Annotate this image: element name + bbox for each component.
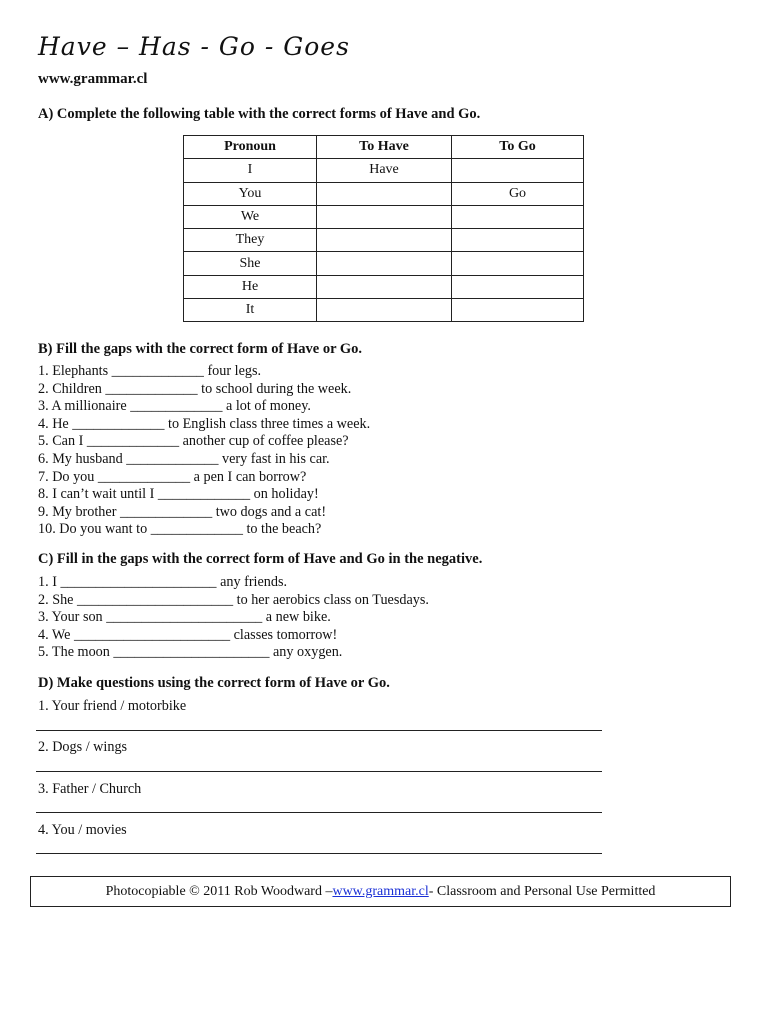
- website-label: www.grammar.cl: [38, 71, 148, 87]
- table-row: [184, 229, 584, 252]
- answer-line[interactable]: [36, 730, 602, 731]
- answer-line[interactable]: [36, 771, 602, 772]
- pronoun-cell: We: [184, 205, 317, 228]
- table-row: [184, 275, 584, 298]
- footer-website-link[interactable]: www.grammar.cl: [332, 883, 429, 899]
- copyright-footer: [30, 876, 731, 907]
- pronoun-cell: They: [184, 229, 317, 252]
- table-row: [184, 299, 584, 322]
- footer-text-before: Photocopiable © 2011 Rob Woodward –: [105, 883, 333, 899]
- table-header-row: [184, 136, 584, 159]
- to-go-cell[interactable]: Go: [452, 182, 584, 205]
- section-c-list: [38, 574, 429, 662]
- pronoun-cell: She: [184, 252, 317, 275]
- exercise-item: 2. She ______________________ to her aerobics class on Tuesdays.: [38, 591, 429, 608]
- table-row: [184, 182, 584, 205]
- exercise-item: 4. He _____________ to English class three times a week.: [38, 415, 371, 432]
- table-row: [184, 252, 584, 275]
- section-b-list: [38, 363, 370, 539]
- pronoun-cell: You: [184, 182, 317, 205]
- table-row: [184, 159, 584, 182]
- to-go-cell[interactable]: [452, 299, 584, 322]
- exercise-item: 9. My brother _____________ two dogs and a cat!: [38, 503, 327, 520]
- exercise-item: 7. Do you _____________ a pen I can borrow?: [38, 468, 307, 485]
- pronoun-cell: I: [184, 159, 317, 182]
- answer-line[interactable]: [36, 812, 602, 813]
- section-d-heading: D) Make questions using the correct form of Have or Go.: [38, 675, 390, 691]
- to-have-cell[interactable]: [317, 205, 452, 228]
- section-b-heading: B) Fill the gaps with the correct form of Have or Go.: [38, 341, 363, 357]
- to-have-cell[interactable]: [317, 182, 452, 205]
- question-prompt: 2. Dogs / wings: [38, 739, 128, 755]
- exercise-item: 8. I can’t wait until I _____________ on holiday!: [38, 486, 319, 503]
- to-go-cell[interactable]: [452, 205, 584, 228]
- section-c-heading: C) Fill in the gaps with the correct form of Have and Go in the negative.: [38, 551, 483, 567]
- exercise-item: 6. My husband _____________ very fast in his car.: [38, 450, 330, 467]
- exercise-item: 2. Children _____________ to school during the week.: [38, 380, 352, 397]
- to-have-cell[interactable]: [317, 229, 452, 252]
- table-row: [184, 205, 584, 228]
- exercise-item: 5. The moon ______________________ any oxygen.: [38, 644, 343, 661]
- page-title: Have – Has - Go - Goes: [38, 32, 350, 61]
- exercise-item: 5. Can I _____________ another cup of coffee please?: [38, 433, 349, 450]
- section-a-heading: A) Complete the following table with the correct forms of Have and Go.: [38, 106, 481, 122]
- pronoun-cell: It: [184, 299, 317, 322]
- question-prompt: 3. Father / Church: [38, 781, 142, 797]
- verb-forms-table: [183, 135, 584, 322]
- to-go-cell[interactable]: [452, 275, 584, 298]
- exercise-item: 10. Do you want to _____________ to the beach?: [38, 521, 322, 538]
- to-go-cell[interactable]: [452, 229, 584, 252]
- footer-text-after: - Classroom and Personal Use Permitted: [428, 883, 656, 899]
- to-go-cell[interactable]: [452, 159, 584, 182]
- exercise-item: 1. Elephants _____________ four legs.: [38, 363, 262, 379]
- exercise-item: 1. I ______________________ any friends.: [38, 574, 288, 590]
- column-header-to-go: To Go: [452, 136, 584, 159]
- exercise-item: 4. We ______________________ classes tomorrow!: [38, 626, 338, 643]
- to-go-cell[interactable]: [452, 252, 584, 275]
- to-have-cell[interactable]: Have: [317, 159, 452, 182]
- exercise-item: 3. A millionaire _____________ a lot of money.: [38, 398, 311, 415]
- column-header-pronoun: Pronoun: [184, 136, 317, 159]
- to-have-cell[interactable]: [317, 252, 452, 275]
- exercise-item: 3. Your son ______________________ a new bike.: [38, 609, 331, 626]
- column-header-to-have: To Have: [317, 136, 452, 159]
- to-have-cell[interactable]: [317, 299, 452, 322]
- to-have-cell[interactable]: [317, 275, 452, 298]
- question-prompt: 4. You / movies: [38, 822, 127, 838]
- question-prompt: 1. Your friend / motorbike: [38, 698, 187, 714]
- pronoun-cell: He: [184, 275, 317, 298]
- answer-line[interactable]: [36, 853, 602, 854]
